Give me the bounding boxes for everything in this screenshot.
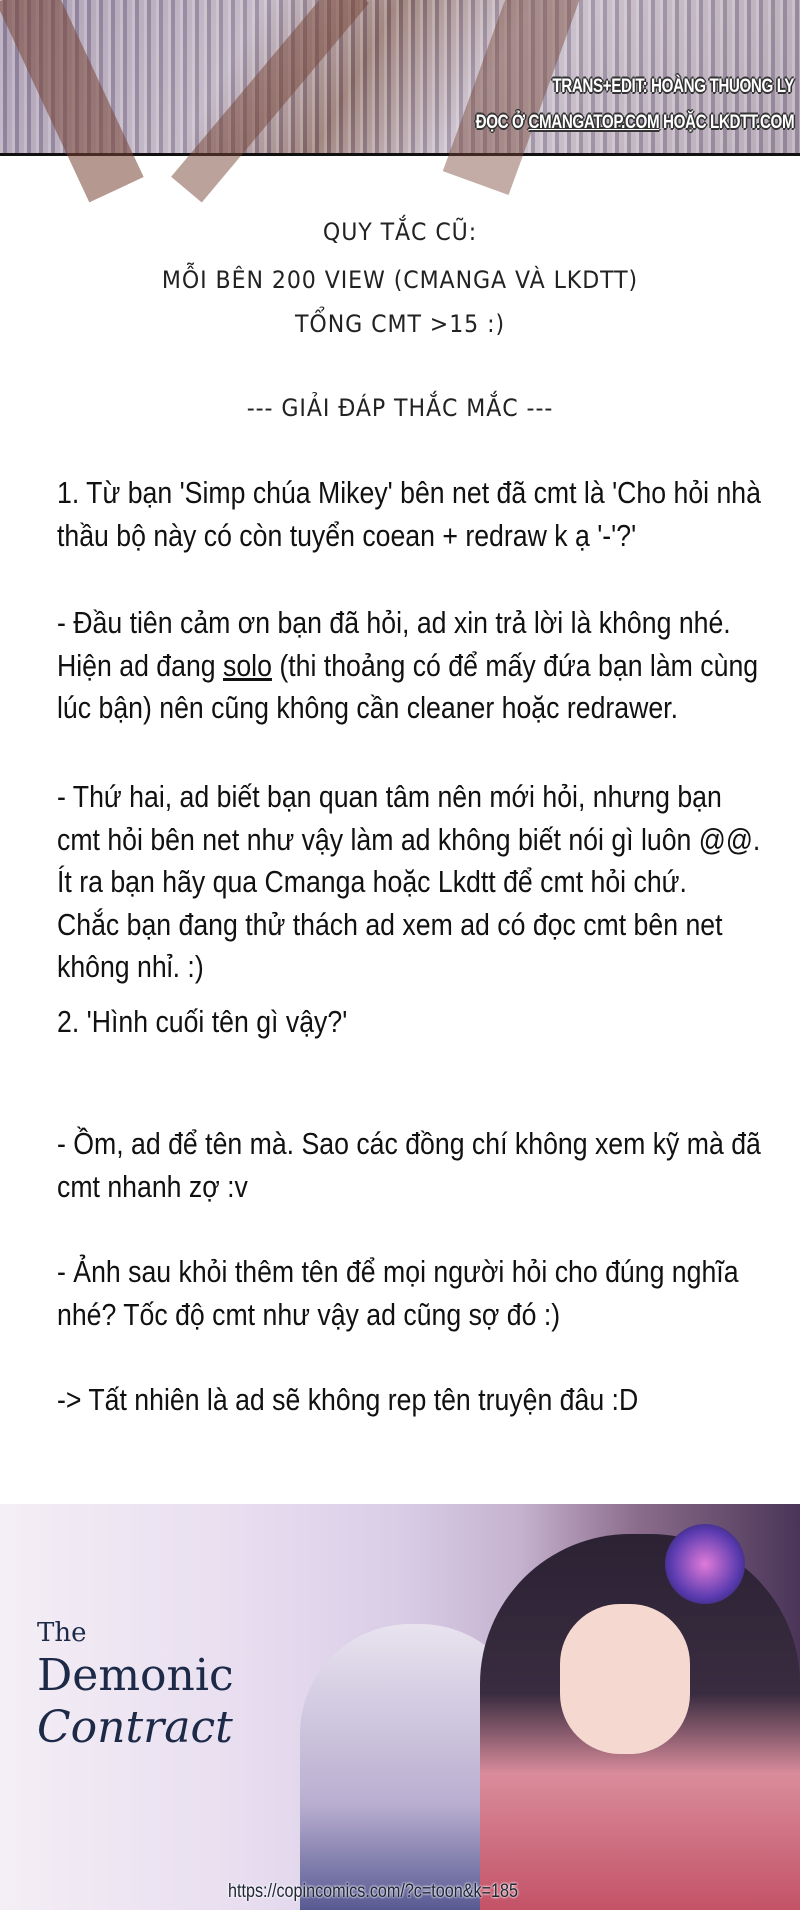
answer-1-part-1: - Đầu tiên cảm ơn bạn đã hỏi, ad xin trả lời là không nhé. Hiện ad đang solo (thi thoảng có để mấy đứa bạn làm cùng lúc bận) nên cũng không cần cleaner hoặc redrawer. [57,605,759,725]
answer-1-part-2: - Thứ hai, ad biết bạn quan tâm nên mới hỏi, nhưng bạn cmt hỏi bên net như vậy làm ad không biết nói gì luôn @@. Ít ra bạn hãy qua Cmanga hoặc Lkdtt để cmt hỏi chứ. Chắc bạn đang thử thách ad xem ad có đọc cmt bên net không nhỉ. :) [57,779,761,984]
source-url[interactable]: https://copincomics.com/?c=toon&k=185 [228,1881,518,1902]
answer-2-part-1: - Ồm, ad để tên mà. Sao các đồng chí không xem kỹ mà đã cmt nhanh zợ :v [57,1126,761,1204]
cmangatop-link[interactable]: CMANGATOP.COM [528,112,659,133]
faq-heading: --- GIẢI ĐÁP THẮC MẮC --- [246,394,554,422]
rules-line2: TỔNG CMT >15 :) [295,310,505,338]
question-1: 1. Từ bạn 'Simp chúa Mikey' bên net đã cmt là 'Cho hỏi nhà thầu bộ này có còn tuyển coean + redraw k ạ '-'?' [57,475,761,553]
question-2: 2. 'Hình cuối tên gì vậy?' [57,1004,348,1039]
rules-title: QUY TẮC CŨ: [322,218,478,246]
answer-2-part-2: - Ảnh sau khỏi thêm tên để mọi người hỏi cho đúng nghĩa nhé? Tốc độ cmt như vậy ad cũng sợ đó :) [57,1254,739,1332]
answer-2-part-3: -> Tất nhiên là ad sẽ không rep tên truyện đâu :D [57,1382,639,1417]
credit-line: TRANS+EDIT: HOÀNG THUONG LY [552,76,794,97]
banner-title-demonic: Demonic [37,1650,234,1701]
banner-title-contract: Contract [37,1702,233,1753]
banner-title-the: The [37,1618,87,1648]
header-art [0,0,800,156]
rules-line1: MỖI BÊN 200 VIEW (CMANGA VÀ LKDTT) [161,266,639,294]
read-at-line: ĐỌC Ở CMANGATOP.COM HOẶC LKDTT.COM [475,112,794,133]
magic-orb [665,1524,745,1604]
